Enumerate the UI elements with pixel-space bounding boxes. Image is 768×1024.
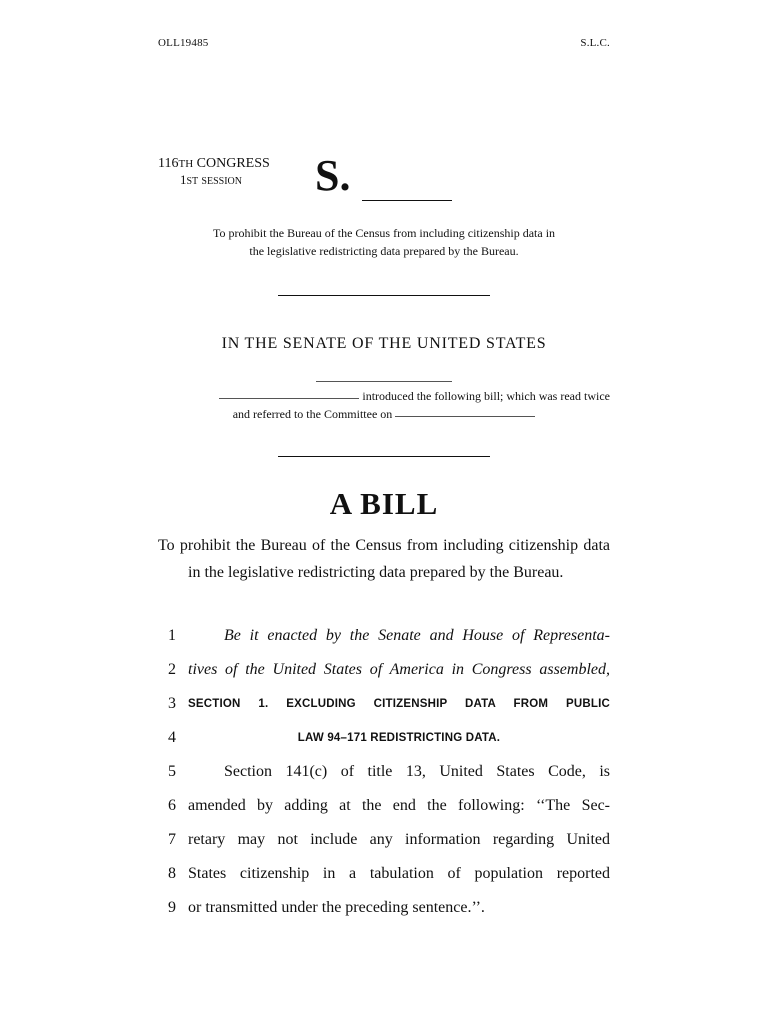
session-number: 1ST SESSION xyxy=(180,172,242,187)
line-text: Be it enacted by the Senate and House of Representa- xyxy=(224,627,610,644)
bill-line xyxy=(158,687,610,721)
line-text: tives of the United States of America in Congress assembled, xyxy=(188,661,610,678)
sponsor-blank xyxy=(219,388,359,399)
bill-label: A BILL xyxy=(329,486,439,521)
bill-number-blank xyxy=(362,200,452,201)
line-number: 5 xyxy=(168,763,176,780)
long-title: To prohibit the Bureau of the Census from including citizenship data in the legislative redistricting data prepared by the Bureau. xyxy=(158,537,610,581)
line-number: 9 xyxy=(168,899,176,916)
section-heading: LAW 94–171 REDISTRICTING DATA. xyxy=(297,732,501,744)
date-blank xyxy=(316,381,452,382)
committee-blank xyxy=(395,406,535,417)
divider-rule xyxy=(278,295,490,296)
bill-line xyxy=(158,653,610,687)
bill-line xyxy=(158,891,610,925)
document-code: OLL19485 xyxy=(158,37,209,49)
bill-line xyxy=(158,789,610,823)
bill-line xyxy=(158,823,610,857)
bill-line xyxy=(158,721,610,755)
bill-line xyxy=(158,857,610,891)
slc-label: S.L.C. xyxy=(580,37,610,49)
short-title-line: the legislative redistricting data prepared by the Bureau. xyxy=(249,244,519,258)
line-number: 4 xyxy=(168,729,176,746)
line-number: 2 xyxy=(168,661,176,678)
chamber-heading: IN THE SENATE OF THE UNITED STATES xyxy=(221,335,547,352)
bill-line xyxy=(158,619,610,653)
short-title xyxy=(170,224,598,260)
line-text: retary may not include any information regarding United xyxy=(188,831,610,848)
line-number: 6 xyxy=(168,797,176,814)
line-text: amended by adding at the end the following: ‘‘The Sec- xyxy=(188,797,610,814)
bill-designation: S. xyxy=(315,151,351,200)
line-text: States citizenship in a tabulation of population reported xyxy=(188,865,610,882)
line-text: or transmitted under the preceding sentence.’’. xyxy=(188,899,485,916)
bill-line xyxy=(158,755,610,789)
section-heading: SECTION 1. EXCLUDING CITIZENSHIP DATA FROM PUBLIC xyxy=(188,698,610,710)
line-number: 8 xyxy=(168,865,176,882)
divider-rule xyxy=(278,456,490,457)
line-number: 7 xyxy=(168,831,176,848)
introduction-text: introduced the following bill; which was read twice and referred to the Committee on xyxy=(158,387,610,423)
line-number: 3 xyxy=(168,695,176,712)
line-text: Section 141(c) of title 13, United States Code, is xyxy=(224,763,610,780)
congress-number: 116TH CONGRESS xyxy=(158,156,270,171)
short-title-line: To prohibit the Bureau of the Census from including citizenship data in xyxy=(212,226,556,240)
line-number: 1 xyxy=(168,627,176,644)
